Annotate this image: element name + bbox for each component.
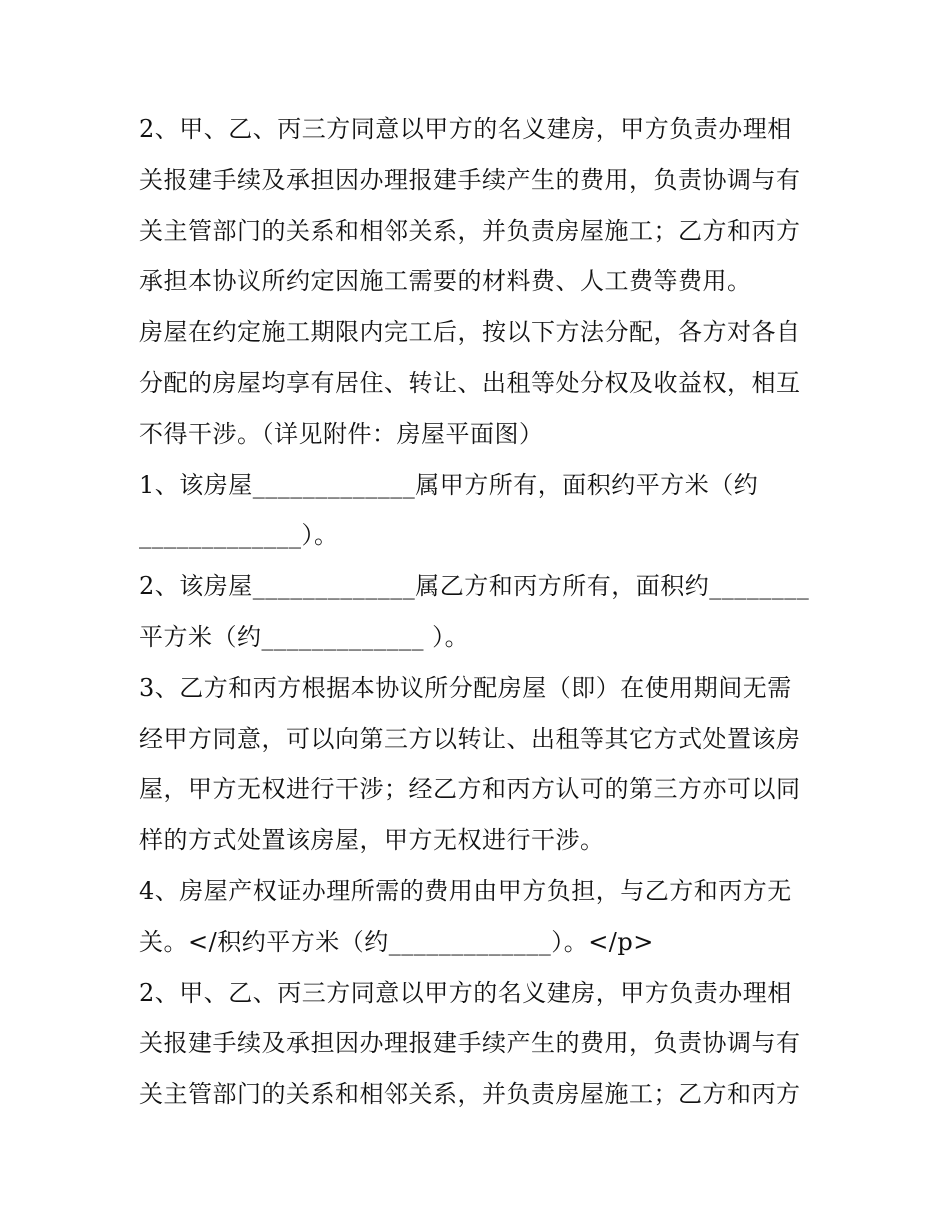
text-line: 经甲方同意，可以向第三方以转让、出租等其它方式处置该房 — [139, 724, 801, 753]
text-line: 屋，甲方无权进行干涉；经乙方和丙方认可的第三方亦可以同 — [139, 775, 801, 804]
text-line: 关报建手续及承担因办理报建手续产生的费用，负责协调与有 — [139, 1029, 801, 1058]
text-line: 关报建手续及承担因办理报建手续产生的费用，负责协调与有 — [139, 165, 801, 194]
text-line: 房屋在约定施工期限内完工后，按以下方法分配，各方对各自 — [139, 318, 801, 347]
text-line: 样的方式处置该房屋，甲方无权进行干涉。 — [139, 826, 605, 855]
text-line: 不得干涉。（详见附件：房屋平面图） — [139, 419, 544, 448]
text-line: 2、甲、乙、丙三方同意以甲方的名义建房，甲方负责办理相 — [139, 115, 792, 143]
text-line: 平方米（约_____________ ）。 — [139, 622, 470, 651]
text-line: 分配的房屋均享有居住、转让、出租等处分权及收益权，相互 — [139, 368, 801, 397]
text-line: 关主管部门的关系和相邻关系，并负责房屋施工；乙方和丙方 — [139, 1080, 801, 1109]
text-line: 1、该房屋_____________属甲方所有，面积约平方米（约 — [139, 470, 759, 499]
text-line: 2、该房屋_____________属乙方和丙方所有，面积约________ — [139, 572, 810, 601]
text-line: 2、甲、乙、丙三方同意以甲方的名义建房，甲方负责办理相 — [139, 978, 792, 1007]
text-line: 4、房屋产权证办理所需的费用由甲方负担，与乙方和丙方无 — [139, 876, 792, 905]
text-line: 关主管部门的关系和相邻关系，并负责房屋施工；乙方和丙方 — [139, 216, 801, 245]
text-line: _____________）。 — [139, 521, 339, 550]
text-line: 3、乙方和丙方根据本协议所分配房屋（即）在使用期间无需 — [139, 673, 792, 702]
text-line: 承担本协议所约定因施工需要的材料费、人工费等费用。 — [139, 267, 752, 296]
text-line: 关。</积约平方米（约_____________）。</p> — [139, 927, 654, 956]
document-body — [139, 104, 819, 1120]
